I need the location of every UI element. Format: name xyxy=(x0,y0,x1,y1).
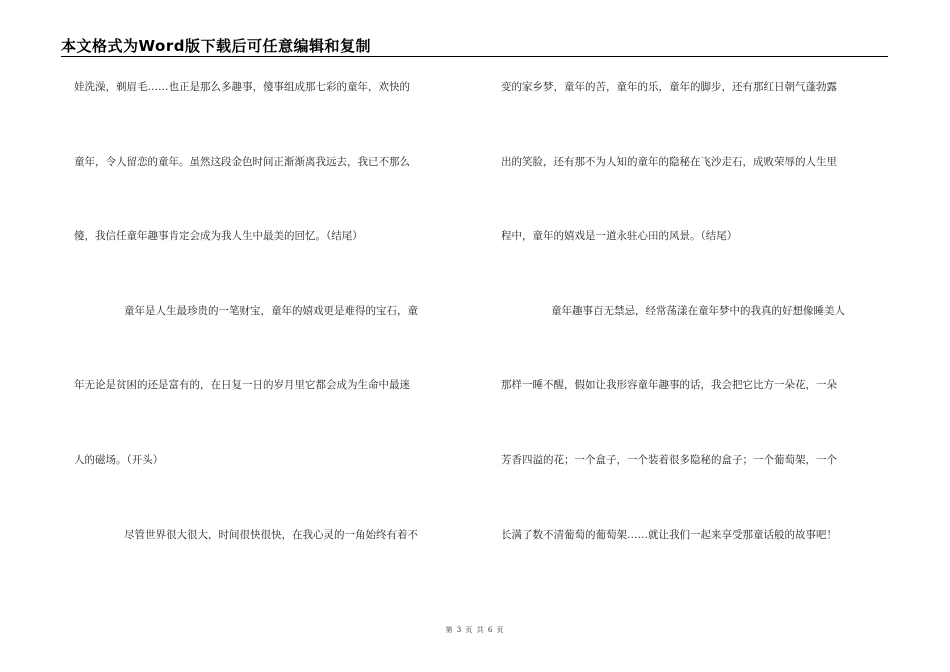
header-divider xyxy=(61,56,888,57)
paragraph-line: 傻，我信任童年趣事肯定会成为我人生中最美的回忆。（结尾） xyxy=(74,230,363,242)
page-number: 第 3 页 共 6 页 xyxy=(445,626,505,634)
paragraph-line: 变的家乡梦，童年的苦，童年的乐，童年的脚步，还有那红日朝气蓬勃露 xyxy=(501,81,837,93)
left-column xyxy=(74,70,464,630)
paragraph-line: 童年是人生最珍贵的一笔财宝，童年的嬉戏更是难得的宝石，童 xyxy=(124,305,418,317)
document-title: 本文格式为Word版下载后可任意编辑和复制 xyxy=(61,37,371,55)
right-column xyxy=(501,70,891,630)
paragraph-line: 程中，童年的嬉戏是一道永驻心田的风景。（结尾） xyxy=(501,230,738,242)
paragraph-line: 人的磁场。（开头） xyxy=(74,454,164,466)
paragraph-line: 娃洗澡，剃眉毛……也正是那么多趣事，傻事组成那七彩的童年，欢快的 xyxy=(74,81,410,93)
paragraph-line: 童年趣事百无禁忌，经常荡漾在童年梦中的我真的好想像睡美人 xyxy=(551,305,845,317)
paragraph-line: 年无论是贫困的还是富有的，在日复一日的岁月里它都会成为生命中最迷 xyxy=(74,379,410,391)
paragraph-line: 芳香四溢的花；一个盒子，一个装着很多隐秘的盒子；一个葡萄架，一个 xyxy=(501,454,837,466)
paragraph-line: 长满了数不清葡萄的葡萄架……就让我们一起来享受那童话般的故事吧！ xyxy=(501,529,837,541)
paragraph-line: 那样一睡不醒，假如让我形容童年趣事的话，我会把它比方一朵花，一朵 xyxy=(501,379,837,391)
paragraph-line: 出的笑脸，还有那不为人知的童年的隐秘在飞沙走石，成败荣辱的人生里 xyxy=(501,156,837,168)
paragraph-line: 童年，令人留恋的童年。虽然这段金色时间正渐渐离我远去，我已不那么 xyxy=(74,156,410,168)
paragraph-line: 尽管世界很大很大，时间很快很快，在我心灵的一角始终有着不 xyxy=(124,529,418,541)
